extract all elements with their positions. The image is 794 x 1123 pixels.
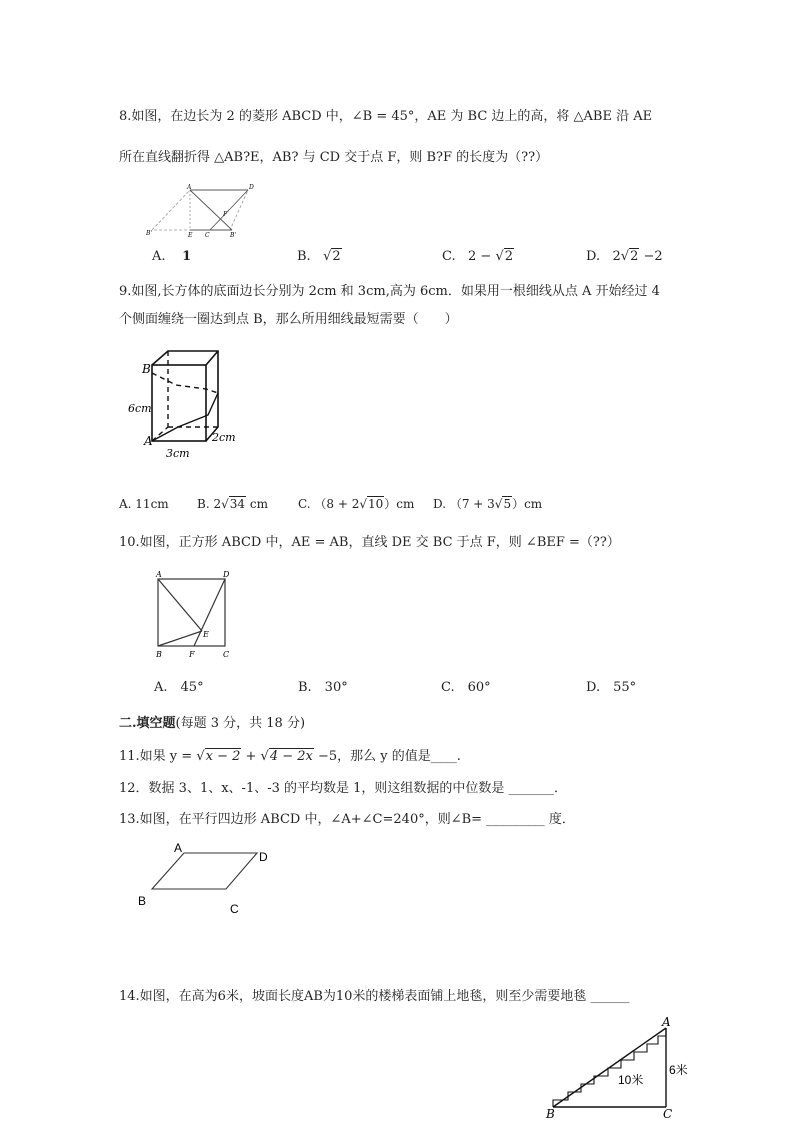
q8-line-1: 8.如图，在边长为 2 的菱形 ABCD 中，∠B = 45°，AE 为 BC 边上的高，将 △ABE 沿 AE (119, 109, 653, 124)
q13-label-d: D (259, 850, 268, 864)
q8-label-b-prime: B' (230, 232, 237, 238)
q8-folded-side (190, 190, 232, 230)
q8-option-b[interactable]: B. √2 (297, 249, 341, 264)
q9-top-edge (206, 351, 218, 365)
q8-option-d[interactable]: D. 2√2 −2 (586, 249, 663, 264)
q14-label-b: B (546, 1107, 555, 1121)
q9-front-face (152, 365, 206, 441)
section-2-note: (每题 3 分，共 18 分) (175, 716, 306, 731)
q9-label-depth: 3cm (166, 447, 190, 460)
q14-label-c: C (663, 1107, 673, 1121)
q13-parallelogram-figure (134, 839, 274, 917)
q14-label-slope: 10米 (618, 1073, 644, 1087)
q13-label-b: B (138, 894, 147, 908)
q9-option-a[interactable]: A. 11cm (119, 497, 169, 511)
q10-label-e: E (203, 630, 209, 639)
q13-label-a: A (174, 841, 183, 855)
q10-line-1: 10.如图，正方形 ABCD 中，AE = AB，直线 DE 交 BC 于点 F，则 ∠BEF =（??） (119, 535, 620, 550)
q14-staircase-figure (542, 1014, 702, 1123)
q11-line: 11.如果 y = √x − 2 + √4 − 2x −5，那么 y 的值是____. (119, 749, 461, 764)
q9-label-height: 6cm (128, 402, 152, 415)
q9-option-d[interactable]: D. （7 + 3√5）cm (433, 497, 543, 511)
q9-line-1: 9.如图,长方体的底面边长分别为 2cm 和 3cm,高为 6cm．如果用一根细线从点 A 开始经过 4 (119, 284, 660, 299)
q10-label-c: C (223, 650, 230, 659)
q10-segment-ae (158, 579, 202, 631)
q10-label-d: D (223, 570, 230, 579)
section-2-title: 二.填空题 (119, 716, 176, 731)
q9-line-2: 个侧面缠绕一圈达到点 B，那么所用细线最短需要（ ） (119, 312, 458, 327)
q8-label-b: B' (146, 230, 153, 237)
q10-segment-df (194, 579, 225, 646)
q10-option-b[interactable]: B. 30° (298, 680, 348, 695)
q8-option-a[interactable]: A. 1 (152, 249, 192, 264)
section-2-heading (119, 716, 305, 732)
q10-label-b: B (156, 650, 162, 659)
q10-option-c[interactable]: C. 60° (441, 680, 491, 695)
q10-square-figure (150, 567, 240, 662)
q9-label-b: B (142, 362, 151, 376)
q8-original-rhombus (152, 190, 248, 230)
q8-label-c: C (205, 232, 210, 238)
q9-label-a: A (144, 434, 153, 448)
q13-parallelogram (152, 853, 257, 889)
q8-label-f: F (223, 211, 228, 218)
q8-label-a: A (187, 184, 192, 191)
q9-cuboid-figure (128, 345, 248, 460)
q8-label-e: E (188, 232, 193, 238)
q9-option-c[interactable]: C. （8 + 2√10）cm (298, 497, 415, 511)
q14-label-height: 6米 (669, 1063, 688, 1077)
q10-square (158, 579, 225, 646)
q8-line-2: 所在直线翻折得 △AB?E，AB? 与 CD 交于点 F，则 B?F 的长度为（??） (119, 150, 549, 165)
q10-option-a[interactable]: A. 45° (154, 680, 204, 695)
q12-line: 12．数据 3、1、x、-1、-3 的平均数是 1，则这组数据的中位数是 _______． (119, 781, 568, 796)
q10-label-f: F (189, 650, 195, 659)
q8-option-c[interactable]: C. 2 − √2 (442, 249, 514, 264)
q10-option-d[interactable]: D. 55° (586, 680, 637, 695)
q9-string-back (152, 373, 218, 393)
q9-option-b[interactable]: B. 2√34 cm (197, 497, 268, 511)
q8-rhombus-figure (146, 183, 266, 238)
q14-line: 14.如图，在高为6米，坡面长度AB为10米的楼梯表面铺上地毯，则至少需要地毯 ______ (119, 989, 630, 1004)
q9-string-front (152, 393, 218, 441)
q13-label-c: C (230, 902, 239, 916)
q14-label-a: A (662, 1015, 671, 1029)
q10-label-a: A (156, 570, 162, 579)
q9-label-width: 2cm (212, 431, 236, 444)
q8-label-d: D (249, 184, 254, 191)
q8-side-cd (210, 190, 248, 230)
q13-line: 13.如图，在平行四边形 ABCD 中，∠A+∠C=240°，则∠B= _________ 度． (119, 812, 575, 827)
